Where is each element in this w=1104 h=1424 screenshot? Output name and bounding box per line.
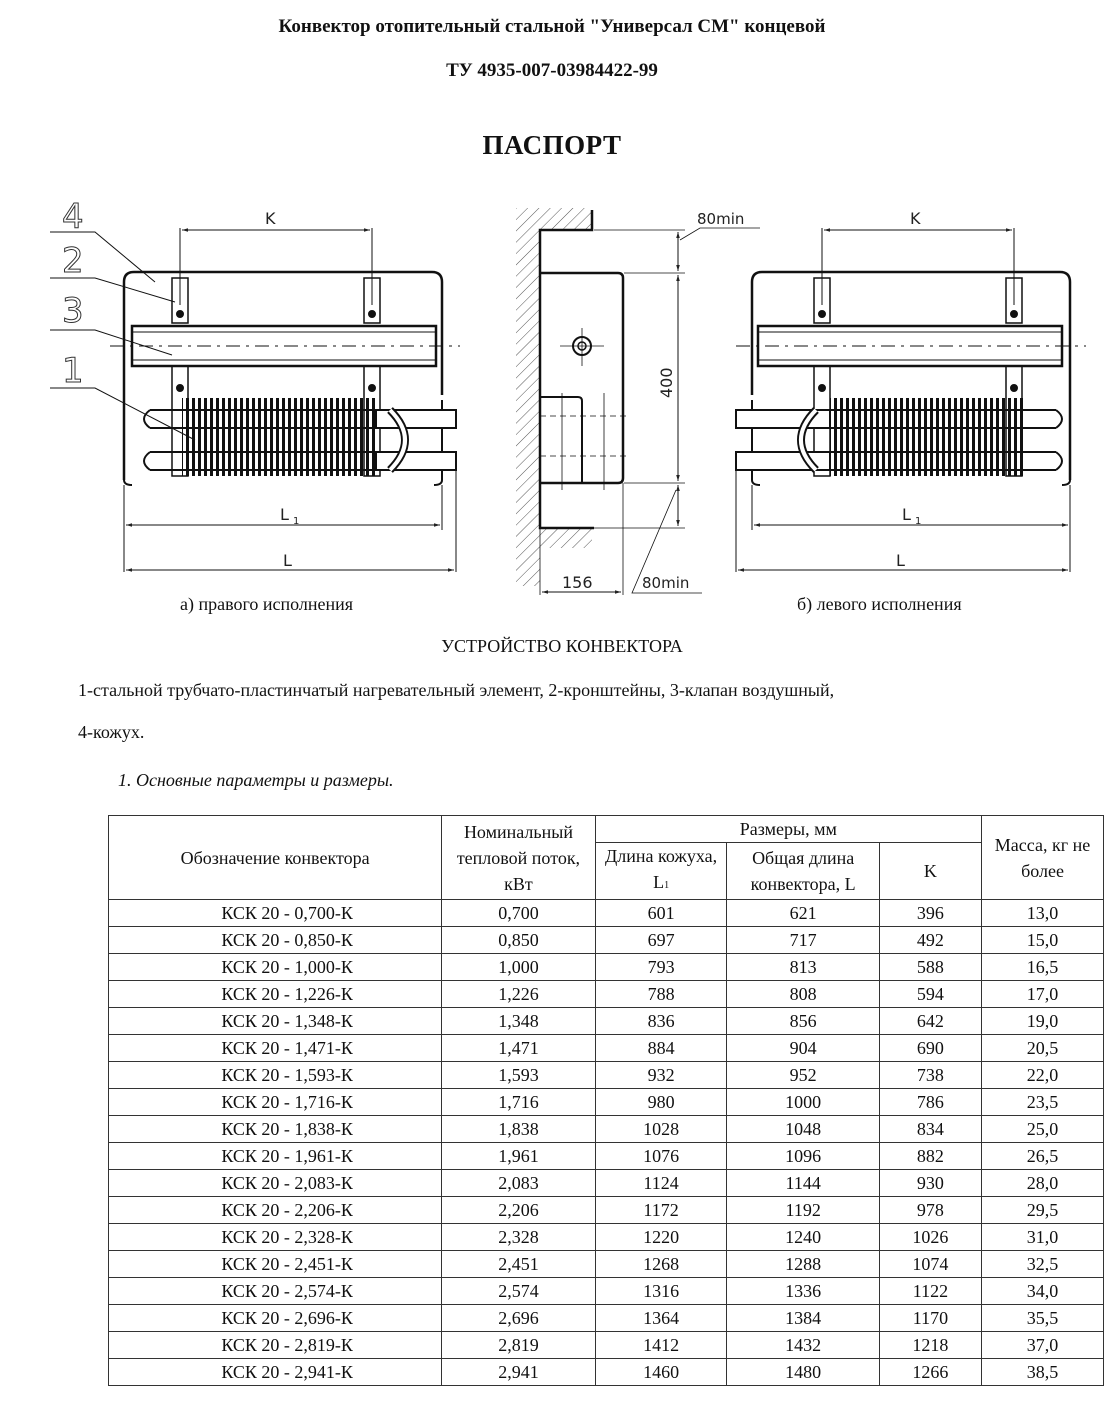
header-designation: Обозначение конвектора bbox=[109, 816, 442, 900]
cell-total-length: 1048 bbox=[727, 1116, 879, 1143]
table-row bbox=[109, 1332, 1104, 1359]
table-row bbox=[109, 1062, 1104, 1089]
table-row bbox=[109, 1089, 1104, 1116]
part-label-3: 3 bbox=[62, 291, 84, 331]
caption-right-version: а) правого исполнения bbox=[180, 594, 354, 614]
header-casing-length-text: Длина кожуха, L bbox=[605, 846, 718, 892]
cell-total-length: 1240 bbox=[727, 1224, 879, 1251]
cell-mass: 17,0 bbox=[982, 981, 1104, 1008]
cell-k: 786 bbox=[879, 1089, 981, 1116]
cell-casing-length: 1124 bbox=[595, 1170, 727, 1197]
cell-mass: 38,5 bbox=[982, 1359, 1104, 1386]
dim-l-label: L bbox=[283, 551, 292, 570]
cell-designation: КСК 20 - 2,451-К bbox=[109, 1251, 442, 1278]
cell-k: 834 bbox=[879, 1116, 981, 1143]
passport-heading: ПАСПОРТ bbox=[482, 130, 622, 160]
cell-total-length: 717 bbox=[727, 927, 879, 954]
cell-designation: КСК 20 - 1,593-К bbox=[109, 1062, 442, 1089]
cell-total-length: 1000 bbox=[727, 1089, 879, 1116]
cell-designation: КСК 20 - 1,716-К bbox=[109, 1089, 442, 1116]
cell-mass: 37,0 bbox=[982, 1332, 1104, 1359]
table-row bbox=[109, 927, 1104, 954]
cell-mass: 20,5 bbox=[982, 1035, 1104, 1062]
header-mass: Масса, кг не более bbox=[982, 816, 1104, 900]
cell-total-length: 952 bbox=[727, 1062, 879, 1089]
cell-heat-flow: 1,961 bbox=[442, 1143, 595, 1170]
cell-heat-flow: 2,574 bbox=[442, 1278, 595, 1305]
cell-mass: 13,0 bbox=[982, 900, 1104, 927]
cell-k: 642 bbox=[879, 1008, 981, 1035]
device-description-line1: 1-стальной трубчато-пластинчатый нагревательный элемент, 2-кронштейны, 3-клапан воздушный, bbox=[78, 680, 835, 700]
part-label-1: 1 bbox=[62, 351, 84, 391]
table-row bbox=[109, 981, 1104, 1008]
cell-k: 930 bbox=[879, 1170, 981, 1197]
table-row bbox=[109, 1008, 1104, 1035]
cell-mass: 15,0 bbox=[982, 927, 1104, 954]
cell-total-length: 1096 bbox=[727, 1143, 879, 1170]
dim-l1-label-left: L bbox=[902, 505, 911, 524]
cell-heat-flow: 1,838 bbox=[442, 1116, 595, 1143]
cell-mass: 29,5 bbox=[982, 1197, 1104, 1224]
cell-total-length: 1144 bbox=[727, 1170, 879, 1197]
side-depth: 156 bbox=[562, 573, 593, 592]
cell-casing-length: 601 bbox=[595, 900, 727, 927]
cell-k: 882 bbox=[879, 1143, 981, 1170]
cell-mass: 31,0 bbox=[982, 1224, 1104, 1251]
cell-casing-length: 1316 bbox=[595, 1278, 727, 1305]
cell-casing-length: 980 bbox=[595, 1089, 727, 1116]
cell-heat-flow: 0,850 bbox=[442, 927, 595, 954]
cell-mass: 19,0 bbox=[982, 1008, 1104, 1035]
cell-heat-flow: 1,471 bbox=[442, 1035, 595, 1062]
header-dimensions: Размеры, мм bbox=[595, 816, 981, 843]
cell-heat-flow: 1,716 bbox=[442, 1089, 595, 1116]
dim-l-label-left: L bbox=[896, 551, 905, 570]
cell-k: 1218 bbox=[879, 1332, 981, 1359]
cell-designation: КСК 20 - 2,819-К bbox=[109, 1332, 442, 1359]
cell-total-length: 1480 bbox=[727, 1359, 879, 1386]
cell-heat-flow: 2,083 bbox=[442, 1170, 595, 1197]
cell-total-length: 621 bbox=[727, 900, 879, 927]
cell-heat-flow: 1,348 bbox=[442, 1008, 595, 1035]
cell-designation: КСК 20 - 1,961-К bbox=[109, 1143, 442, 1170]
cell-casing-length: 1412 bbox=[595, 1332, 727, 1359]
cell-casing-length: 884 bbox=[595, 1035, 727, 1062]
document-title: Конвектор отопительный стальной "Универсал СМ" концевой bbox=[278, 16, 826, 37]
cell-heat-flow: 1,226 bbox=[442, 981, 595, 1008]
cell-total-length: 904 bbox=[727, 1035, 879, 1062]
cell-total-length: 808 bbox=[727, 981, 879, 1008]
cell-designation: КСК 20 - 2,941-К bbox=[109, 1359, 442, 1386]
table-title: 1. Основные параметры и размеры. bbox=[118, 770, 394, 790]
cell-heat-flow: 2,696 bbox=[442, 1305, 595, 1332]
table-row bbox=[109, 900, 1104, 927]
cell-mass: 25,0 bbox=[982, 1116, 1104, 1143]
section-heading: УСТРОЙСТВО КОНВЕКТОРА bbox=[441, 636, 683, 656]
cell-total-length: 1192 bbox=[727, 1197, 879, 1224]
side-height: 400 bbox=[657, 367, 676, 398]
cell-designation: КСК 20 - 2,574-К bbox=[109, 1278, 442, 1305]
table-row bbox=[109, 1035, 1104, 1062]
cell-designation: КСК 20 - 2,206-К bbox=[109, 1197, 442, 1224]
cell-heat-flow: 1,593 bbox=[442, 1062, 595, 1089]
cell-designation: КСК 20 - 1,471-К bbox=[109, 1035, 442, 1062]
cell-k: 978 bbox=[879, 1197, 981, 1224]
cell-designation: КСК 20 - 1,348-К bbox=[109, 1008, 442, 1035]
cell-k: 396 bbox=[879, 900, 981, 927]
cell-designation: КСК 20 - 0,700-К bbox=[109, 900, 442, 927]
cell-k: 1122 bbox=[879, 1278, 981, 1305]
dim-l1-label: L bbox=[280, 505, 289, 524]
caption-left-version: б) левого исполнения bbox=[797, 594, 962, 614]
device-description-line2: 4-кожух. bbox=[78, 722, 145, 742]
cell-k: 594 bbox=[879, 981, 981, 1008]
part-label-4: 4 bbox=[62, 197, 84, 237]
cell-casing-length: 1268 bbox=[595, 1251, 727, 1278]
cell-casing-length: 1364 bbox=[595, 1305, 727, 1332]
cell-heat-flow: 2,941 bbox=[442, 1359, 595, 1386]
cell-k: 588 bbox=[879, 954, 981, 981]
cell-k: 492 bbox=[879, 927, 981, 954]
table-row bbox=[109, 1224, 1104, 1251]
specification-number: ТУ 4935-007-03984422-99 bbox=[446, 60, 658, 81]
table-row bbox=[109, 1197, 1104, 1224]
cell-mass: 22,0 bbox=[982, 1062, 1104, 1089]
dim-l1-subscript-left: 1 bbox=[915, 516, 922, 527]
cell-heat-flow: 2,206 bbox=[442, 1197, 595, 1224]
cell-designation: КСК 20 - 1,226-К bbox=[109, 981, 442, 1008]
cell-heat-flow: 0,700 bbox=[442, 900, 595, 927]
cell-casing-length: 1220 bbox=[595, 1224, 727, 1251]
cell-k: 738 bbox=[879, 1062, 981, 1089]
left-version-drawing bbox=[736, 209, 1086, 572]
cell-total-length: 1432 bbox=[727, 1332, 879, 1359]
cell-designation: КСК 20 - 2,083-К bbox=[109, 1170, 442, 1197]
header-casing-length-sub: 1 bbox=[664, 880, 670, 891]
table-row bbox=[109, 1116, 1104, 1143]
side-bottom-clearance: 80min bbox=[642, 574, 690, 592]
table-body bbox=[109, 900, 1104, 1386]
header-casing-length bbox=[595, 843, 727, 900]
cell-casing-length: 1172 bbox=[595, 1197, 727, 1224]
cell-designation: КСК 20 - 1,838-К bbox=[109, 1116, 442, 1143]
cell-mass: 28,0 bbox=[982, 1170, 1104, 1197]
part-label-2: 2 bbox=[62, 241, 84, 281]
cell-mass: 26,5 bbox=[982, 1143, 1104, 1170]
cell-heat-flow: 2,819 bbox=[442, 1332, 595, 1359]
cell-mass: 32,5 bbox=[982, 1251, 1104, 1278]
table-row bbox=[109, 1143, 1104, 1170]
cell-mass: 23,5 bbox=[982, 1089, 1104, 1116]
header-k: K bbox=[879, 843, 981, 900]
side-top-clearance: 80min bbox=[697, 210, 745, 228]
table-row bbox=[109, 1170, 1104, 1197]
table-row bbox=[109, 954, 1104, 981]
cell-total-length: 1336 bbox=[727, 1278, 879, 1305]
cell-heat-flow: 2,328 bbox=[442, 1224, 595, 1251]
cell-mass: 34,0 bbox=[982, 1278, 1104, 1305]
cell-k: 690 bbox=[879, 1035, 981, 1062]
cell-heat-flow: 2,451 bbox=[442, 1251, 595, 1278]
cell-designation: КСК 20 - 0,850-К bbox=[109, 927, 442, 954]
header-total-length: Общая длина конвектора, L bbox=[727, 843, 879, 900]
header-heat-flow: Номинальный тепловой поток, кВт bbox=[442, 816, 595, 900]
cell-casing-length: 932 bbox=[595, 1062, 727, 1089]
dim-k-label: K bbox=[265, 209, 276, 228]
cell-designation: КСК 20 - 2,328-К bbox=[109, 1224, 442, 1251]
convector-drawings bbox=[0, 190, 1104, 600]
cell-total-length: 813 bbox=[727, 954, 879, 981]
cell-total-length: 1288 bbox=[727, 1251, 879, 1278]
dim-k-label-left: K bbox=[910, 209, 921, 228]
cell-casing-length: 836 bbox=[595, 1008, 727, 1035]
side-view-drawing bbox=[516, 208, 760, 595]
cell-designation: КСК 20 - 1,000-К bbox=[109, 954, 442, 981]
right-version-drawing bbox=[50, 197, 460, 572]
cell-designation: КСК 20 - 2,696-К bbox=[109, 1305, 442, 1332]
cell-mass: 16,5 bbox=[982, 954, 1104, 981]
cell-mass: 35,5 bbox=[982, 1305, 1104, 1332]
cell-casing-length: 697 bbox=[595, 927, 727, 954]
cell-casing-length: 1028 bbox=[595, 1116, 727, 1143]
cell-casing-length: 1460 bbox=[595, 1359, 727, 1386]
cell-casing-length: 793 bbox=[595, 954, 727, 981]
cell-total-length: 856 bbox=[727, 1008, 879, 1035]
table-row bbox=[109, 1305, 1104, 1332]
cell-k: 1170 bbox=[879, 1305, 981, 1332]
cell-k: 1074 bbox=[879, 1251, 981, 1278]
table-row bbox=[109, 1359, 1104, 1386]
cell-total-length: 1384 bbox=[727, 1305, 879, 1332]
table-row bbox=[109, 1251, 1104, 1278]
dim-l1-subscript: 1 bbox=[293, 516, 300, 527]
parameters-table bbox=[108, 815, 1104, 1386]
cell-k: 1026 bbox=[879, 1224, 981, 1251]
cell-casing-length: 1076 bbox=[595, 1143, 727, 1170]
cell-casing-length: 788 bbox=[595, 981, 727, 1008]
table-row bbox=[109, 1278, 1104, 1305]
cell-heat-flow: 1,000 bbox=[442, 954, 595, 981]
cell-k: 1266 bbox=[879, 1359, 981, 1386]
